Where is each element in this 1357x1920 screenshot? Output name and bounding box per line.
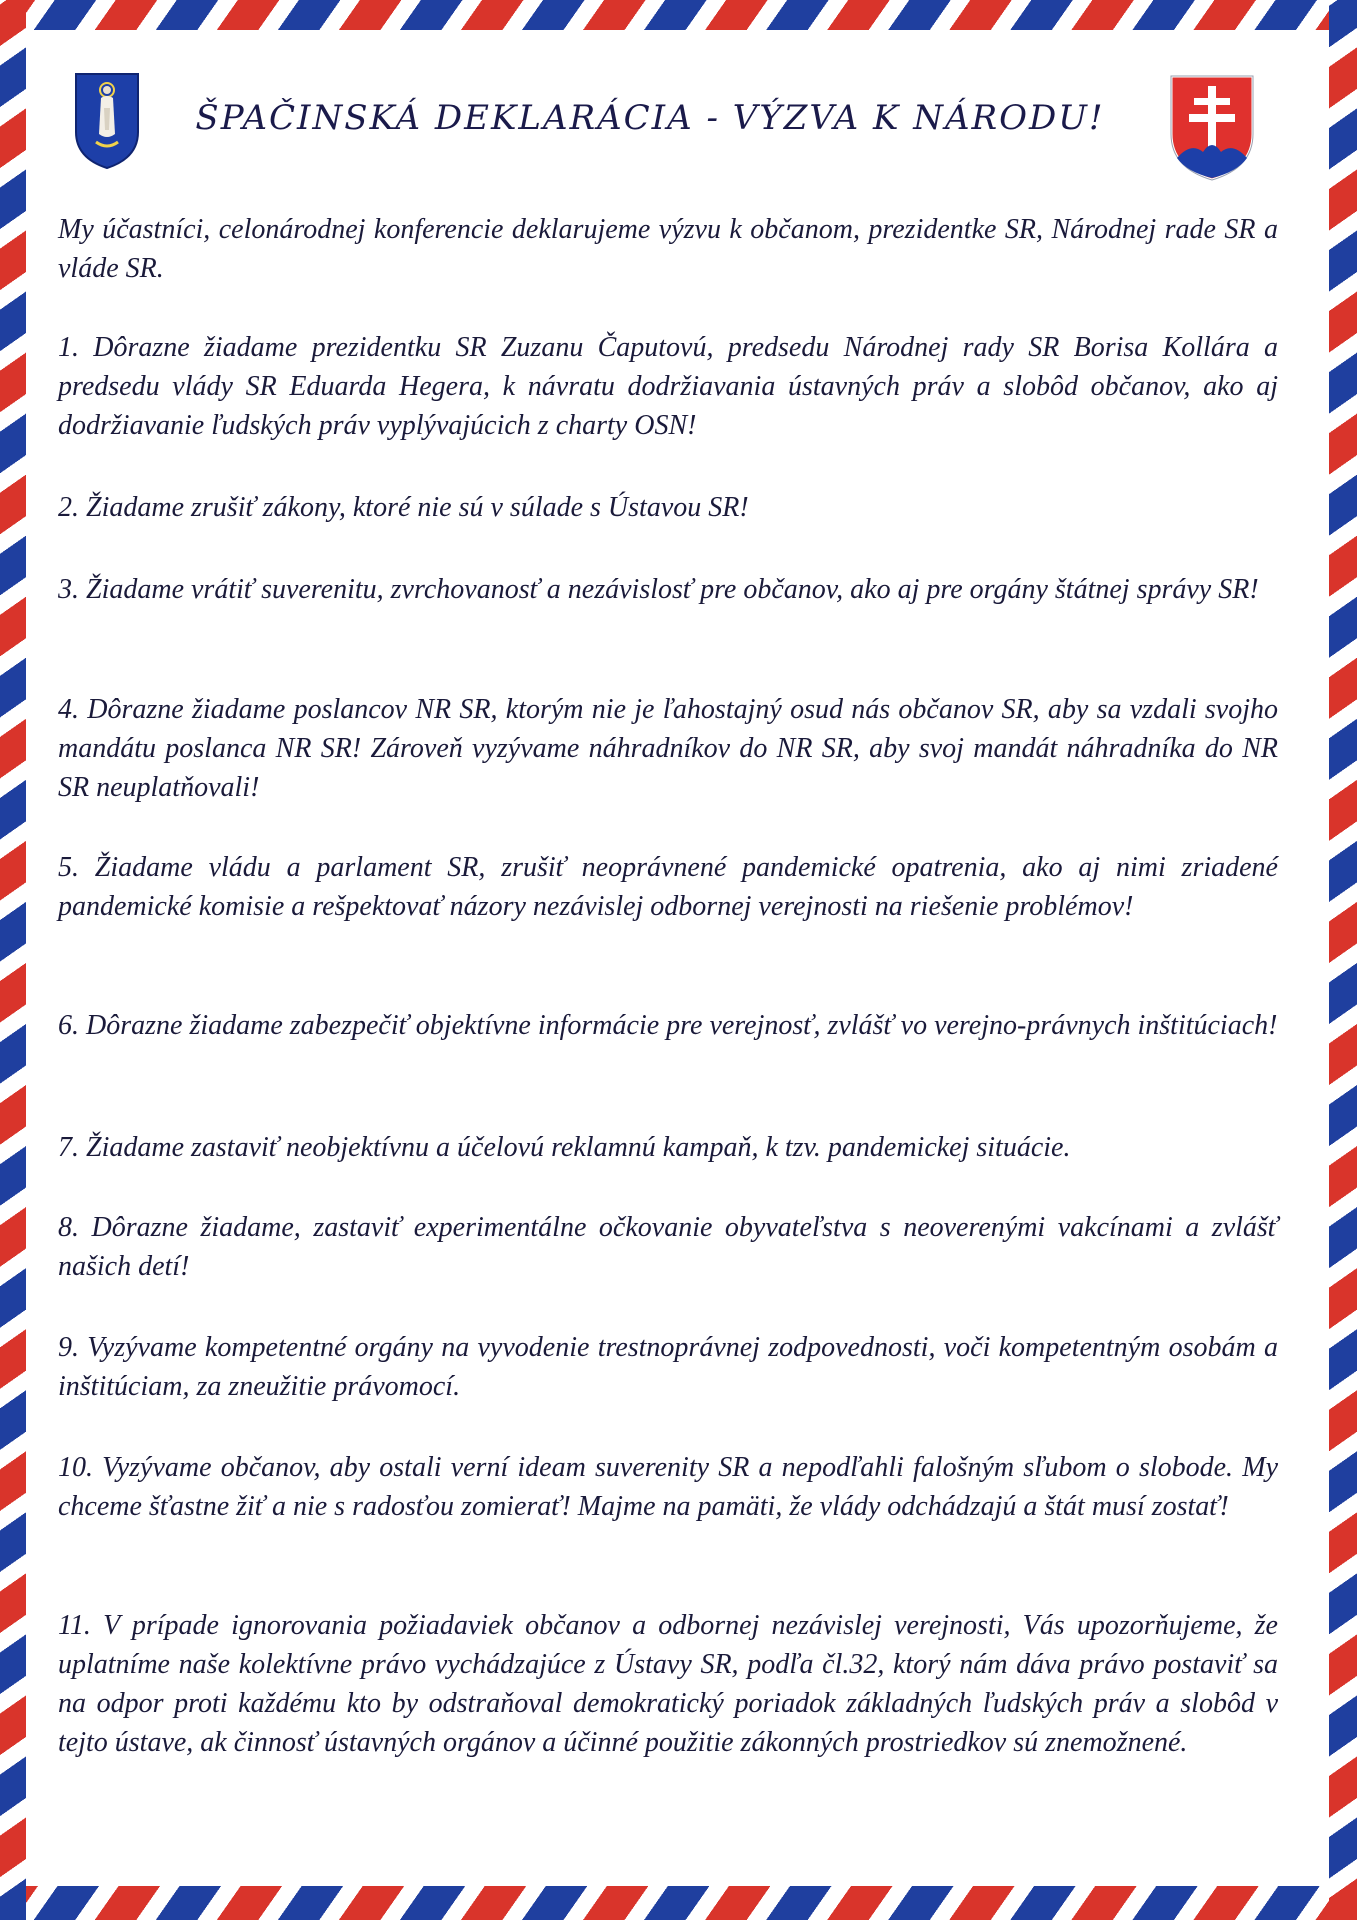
list-item: 8. Dôrazne žiadame, zastaviť experimentálne očkovanie obyvateľstva s neoverenými vakcínami a zvlášť našich detí!	[58, 1212, 1278, 1282]
list-item: 3. Žiadame vrátiť suverenitu, zvrchovanosť a nezávislosť pre občanov, ako aj pre orgány štátnej správy SR!	[58, 574, 1259, 605]
list-item: 4. Dôrazne žiadame poslancov NR SR, ktorým nie je ľahostajný osud nás občanov SR, aby sa vzdali svojho mandátu poslanca NR SR! Zároveň vyzývame náhradníkov do NR SR, aby svoj mandát náhradníka do NR SR neuplatňovali!	[58, 694, 1278, 803]
list-item: 10. Vyzývame občanov, aby ostali verní ideam suverenity SR a nepodľahli falošným sľubom o slobode. My chceme šťastne žiť a nie s radosťou zomierať! Majme na pamäti, že vlády odchádzajú a štát musí zostať!	[58, 1452, 1278, 1522]
list-item: 6. Dôrazne žiadame zabezpečiť objektívne informácie pre verejnosť, zvlášť vo verejno-právnych inštitúciach!	[58, 1010, 1278, 1041]
list-item: 11. V prípade ignorovania požiadaviek občanov a odbornej nezávislej verejnosti, Vás upozorňujeme, že uplatníme naše kolektívne právo vychádzajúce z Ústavy SR, podľa čl.32, ktorý nám dáva právo postaviť sa na odpor proti každému kto by odstraňoval demokratický poriadok základných ľudských práv a slobôd v tejto ústave, ak činnosť ústavných orgánov a účinné použitie zákonných prostriedkov sú znemožnené.	[58, 1610, 1278, 1758]
list-item: 1. Dôrazne žiadame prezidentku SR Zuzanu Čaputovú, predsedu Národnej rady SR Borisa Kollára a predsedu vlády SR Eduarda Hegera, k návratu dodržiavania ústavných práv a slobôd občanov, ako aj dodržiavanie ľudských práv vyplývajúcich z charty OSN!	[58, 332, 1278, 441]
page-title: ŠPAČINSKÁ DEKLARÁCIA - VÝZVA K NÁRODU!	[195, 98, 1105, 138]
list-item: 9. Vyzývame kompetentné orgány na vyvodenie trestnoprávnej zodpovednosti, voči kompetentným osobám a inštitúciam, za zneužitie právomocí.	[58, 1332, 1278, 1402]
municipal-coat-of-arms-icon	[74, 72, 140, 170]
list-item: 7. Žiadame zastaviť neobjektívnu a účelovú reklamnú kampaň, k tzv. pandemickej situácie.	[58, 1132, 1071, 1163]
intro-paragraph: My účastníci, celonárodnej konferencie deklarujeme výzvu k občanom, prezidentke SR, Národnej rade SR a vláde SR.	[58, 214, 1278, 284]
airmail-border-left	[0, 0, 26, 1920]
list-item: 5. Žiadame vládu a parlament SR, zrušiť neoprávnené pandemické opatrenia, ako aj nimi zriadené pandemické komisie a rešpektovať názory nezávislej odbornej verejnosti na riešenie problémov!	[58, 852, 1278, 922]
slovak-coat-of-arms-icon	[1167, 72, 1257, 184]
airmail-border-top	[0, 0, 1357, 30]
airmail-border-bottom	[0, 1886, 1357, 1920]
list-item: 2. Žiadame zrušiť zákony, ktoré nie sú v súlade s Ústavou SR!	[58, 492, 749, 523]
airmail-border-right	[1329, 0, 1357, 1920]
